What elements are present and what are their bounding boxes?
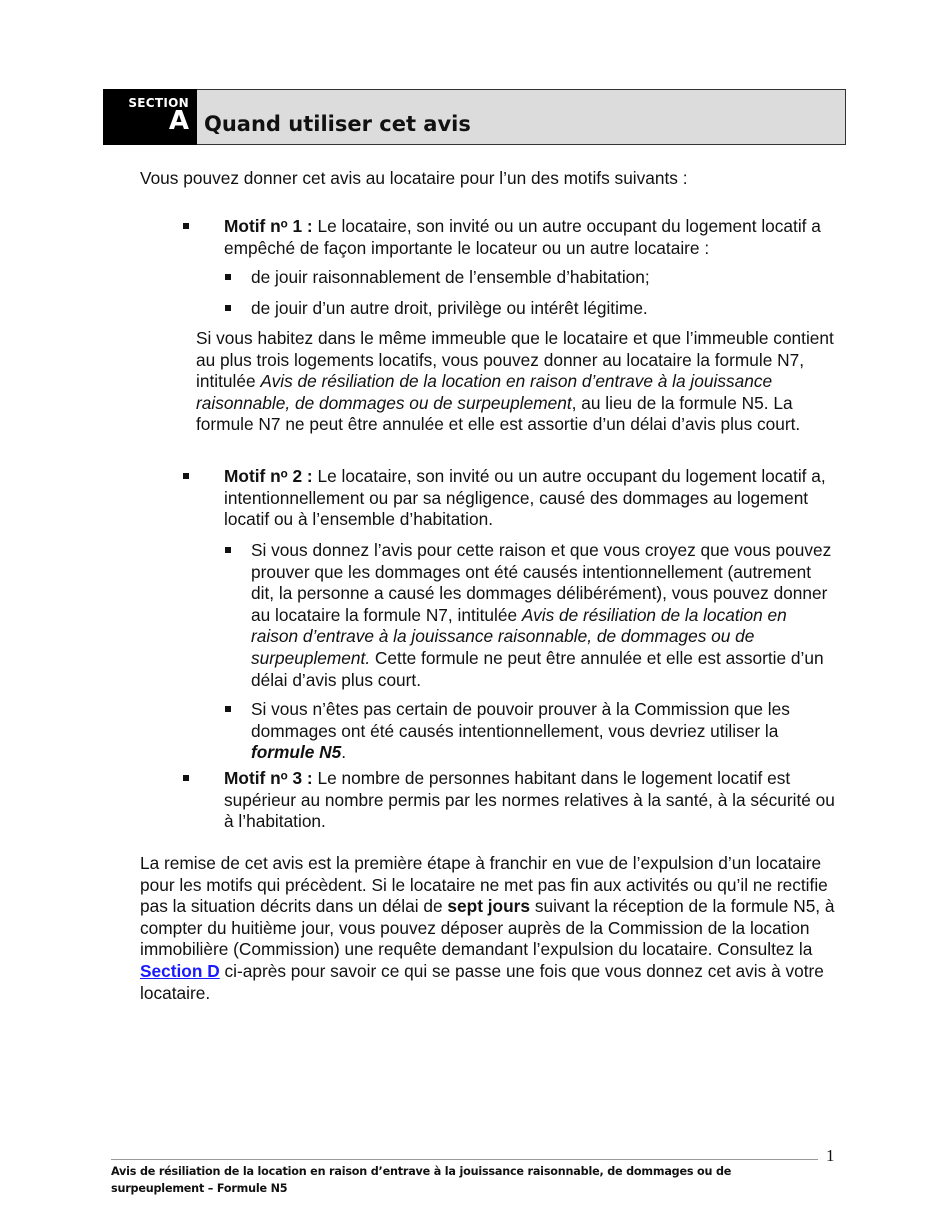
motif-2-sub-item (251, 540, 836, 691)
section-d-link[interactable]: Section D (140, 960, 220, 981)
closing-middle: suivant la réception de la formule N5, à compter du huitième jour, vous pouvez déposer auprès de la Commission de la location immobilière (Commission) une requête demandant l’expulsion du locataire. Consultez la (140, 896, 835, 960)
closing-paragraph (140, 853, 845, 1004)
section-title: Quand utiliser cet avis (204, 112, 471, 136)
square-bullet-icon (183, 223, 189, 229)
motif-1-note (196, 328, 841, 436)
square-bullet-icon (183, 775, 189, 781)
motif-1-sub-1-text: de jouir raisonnablement de l’ensemble d’habitation; (251, 267, 650, 287)
footer-divider (111, 1159, 818, 1160)
motif-1-text: Le locataire, son invité ou un autre occupant du logement locatif a empêché de façon importante le locateur ou un autre locataire : (224, 216, 821, 258)
motif-3-item (224, 768, 839, 833)
form-n7-title: Avis de résiliation de la location en raison d’entrave à la jouissance raisonnable, de dommages ou de surpeuplement (196, 371, 773, 413)
motif-2-sub-item (251, 699, 836, 764)
footer-text: Avis de résiliation de la location en raison d’entrave à la jouissance raisonnable, de dommages ou de surpeuplement – Formule N5 (111, 1165, 732, 1195)
motif-2-sub-2-end: . (341, 742, 347, 763)
section-tab (103, 89, 197, 145)
motif-3-text: Le nombre de personnes habitant dans le logement locatif est supérieur au nombre permis par les normes relatives à la santé, à la sécurité ou à l’habitation. (224, 768, 835, 832)
form-n5-reference: formule N5 (251, 742, 342, 763)
intro-paragraph: Vous pouvez donner cet avis au locataire pour l’un des motifs suivants : (140, 168, 688, 188)
motif-1-note-end: , au lieu de la formule N5. La formule N7 ne peut être annulée et elle est assortie d’un délai d’avis plus court. (196, 392, 801, 435)
motif-1-sub-2-text: de jouir d’un autre droit, privilège ou intérêt légitime. (251, 298, 648, 318)
motif-2-item (224, 466, 834, 531)
page-number: 1 (826, 1146, 835, 1165)
motif-2-sub-1-start: Si vous donnez l’avis pour cette raison et que vous croyez que vous pouvez prouver que les dommages ont été causés intentionnellement (autrement dit, la personne a causé les dommages délibérément), vous pouvez donner au locataire la formule N7, intitulée (251, 540, 832, 625)
section-word: SECTION (128, 96, 189, 110)
motif-1-sub-item (251, 267, 836, 289)
motif-2-label: Motif nᵒ 2 : (224, 466, 313, 486)
section-letter: A (168, 106, 189, 136)
motif-2-sub-2-start: Si vous n’êtes pas certain de pouvoir prouver à la Commission que les dommages ont été causés intentionnellement, vous devriez utiliser la (251, 699, 790, 741)
square-bullet-icon (225, 706, 231, 712)
motif-1-item (224, 216, 834, 259)
closing-bold: sept jours (447, 896, 531, 917)
motif-2-sub-1-end: Cette formule ne peut être annulée et elle est assortie d’un délai d’avis plus court. (251, 647, 824, 690)
motif-3-label: Motif nᵒ 3 : (224, 768, 313, 788)
square-bullet-icon (183, 473, 189, 479)
square-bullet-icon (225, 305, 231, 311)
section-header (103, 89, 846, 145)
square-bullet-icon (225, 547, 231, 553)
square-bullet-icon (225, 274, 231, 280)
form-n7-title: Avis de résiliation de la location en raison d’entrave à la jouissance raisonnable, de dommages ou de surpeuplement. (251, 604, 787, 668)
motif-2-text: Le locataire, son invité ou un autre occupant du logement locatif a, intentionnellement ou par sa négligence, causé des dommages au logement locatif ou à l’ensemble d’habitation. (224, 466, 826, 530)
motif-1-label: Motif nᵒ 1 : (224, 216, 313, 236)
closing-end: ci-après pour savoir ce qui se passe une fois que vous donnez cet avis à votre locataire. (140, 960, 824, 1003)
closing-start: La remise de cet avis est la première étape à franchir en vue de l’expulsion d’un locataire pour les motifs qui précèdent. Si le locataire ne met pas fin aux activités ou qu’il ne rectifie pas la situation décrits dans un délai de (140, 853, 828, 917)
motif-1-sub-item (251, 298, 836, 320)
motif-1-note-start: Si vous habitez dans le même immeuble que le locataire et que l’immeuble contient au plus trois logements locatifs, vous pouvez donner au locataire la formule N7, intitulée (196, 328, 834, 392)
